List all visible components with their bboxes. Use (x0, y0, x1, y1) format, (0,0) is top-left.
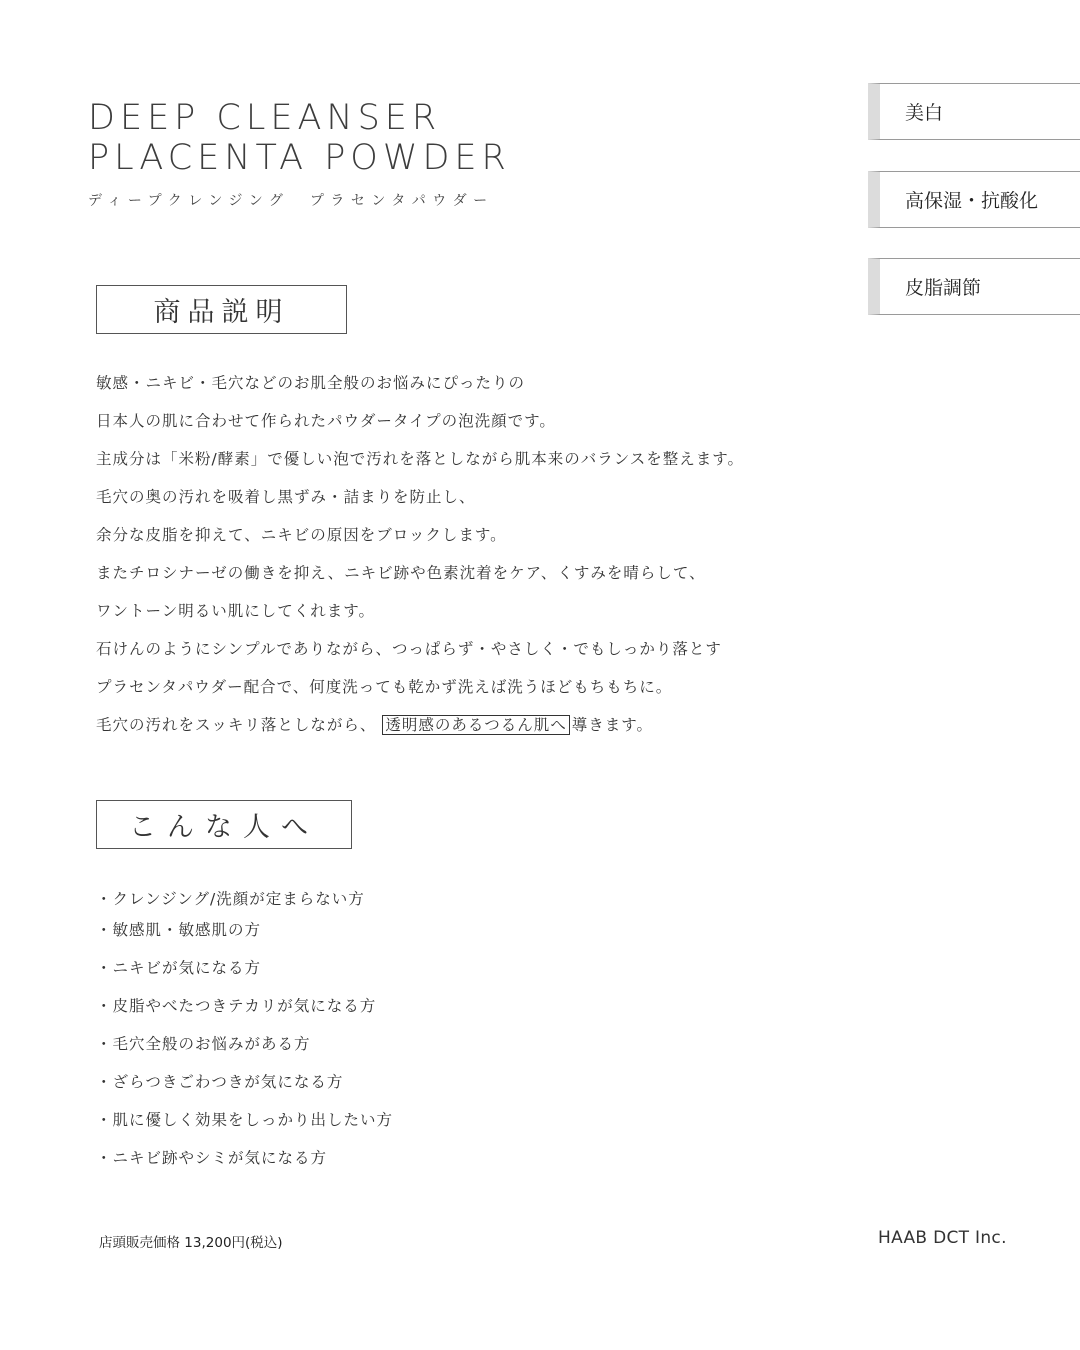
retail-price: 店頭販売価格 13,200円(税込) (99, 1235, 283, 1251)
description-highlight: 透明感のあるつるん肌へ (382, 715, 569, 735)
target-list (96, 887, 796, 1184)
list-item: ・肌に優しく効果をしっかり出したい方 (96, 1111, 394, 1129)
list-item: ・ニキビ跡やシミが気になる方 (96, 1149, 328, 1167)
product-title-line2: PLACENTA POWDER (88, 138, 511, 178)
tag-moisture-antioxidant: 高保湿・抗酸化 (868, 171, 1080, 228)
description-line: 主成分は「米粉/酵素」で優しい泡で汚れを落としながら肌本来のバランスを整えます。 (96, 450, 745, 468)
description-last-prefix: 毛穴の汚れをスッキリ落としながら、 (96, 716, 377, 734)
list-item: ・皮脂やべたつきテカリが気になる方 (96, 997, 377, 1015)
description-line: 余分な皮脂を抑えて、ニキビの原因をブロックします。 (96, 526, 507, 544)
description-line: またチロシナーゼの働きを抑え、ニキビ跡や色素沈着をケア、くすみを晴らして、 (96, 564, 706, 582)
description-last-line (96, 713, 856, 751)
description-last-suffix: 導きます。 (571, 716, 653, 734)
product-title (88, 98, 511, 178)
description-line: 毛穴の奥の汚れを吸着し黒ずみ・詰まりを防止し、 (96, 488, 476, 506)
list-item: ・ざらつきごわつきが気になる方 (96, 1073, 344, 1091)
list-item: ・ニキビが気になる方 (96, 959, 262, 977)
description-line: 日本人の肌に合わせて作られたパウダータイプの泡洗顔です。 (96, 412, 556, 430)
tag-sebum-control: 皮脂調節 (868, 258, 1080, 315)
list-item: ・毛穴全般のお悩みがある方 (96, 1035, 311, 1053)
description-heading: 商品説明 (96, 285, 347, 334)
list-item: ・敏感肌・敏感肌の方 (96, 921, 262, 939)
description-line: 石けんのようにシンプルでありながら、つっぱらず・やさしく・でもしっかり落とす (96, 640, 722, 658)
description-line: 敏感・ニキビ・毛穴などのお肌全般のお悩みにぴったりの (96, 374, 526, 392)
company-name: HAAB DCT Inc. (878, 1228, 1007, 1248)
description-body (96, 371, 856, 751)
list-item: ・クレンジング/洗顔が定まらない方 (96, 890, 365, 908)
tag-whitening: 美白 (868, 83, 1080, 140)
product-title-line1: DEEP CLEANSER (88, 98, 442, 138)
product-title-kana: ディープクレンジング プラセンタパウダー (88, 193, 494, 209)
description-line: プラセンタパウダー配合で、何度洗っても乾かず洗えば洗うほどもちもちに。 (96, 678, 673, 696)
description-line: ワントーン明るい肌にしてくれます。 (96, 602, 375, 620)
target-heading: こんな人へ (96, 800, 352, 849)
